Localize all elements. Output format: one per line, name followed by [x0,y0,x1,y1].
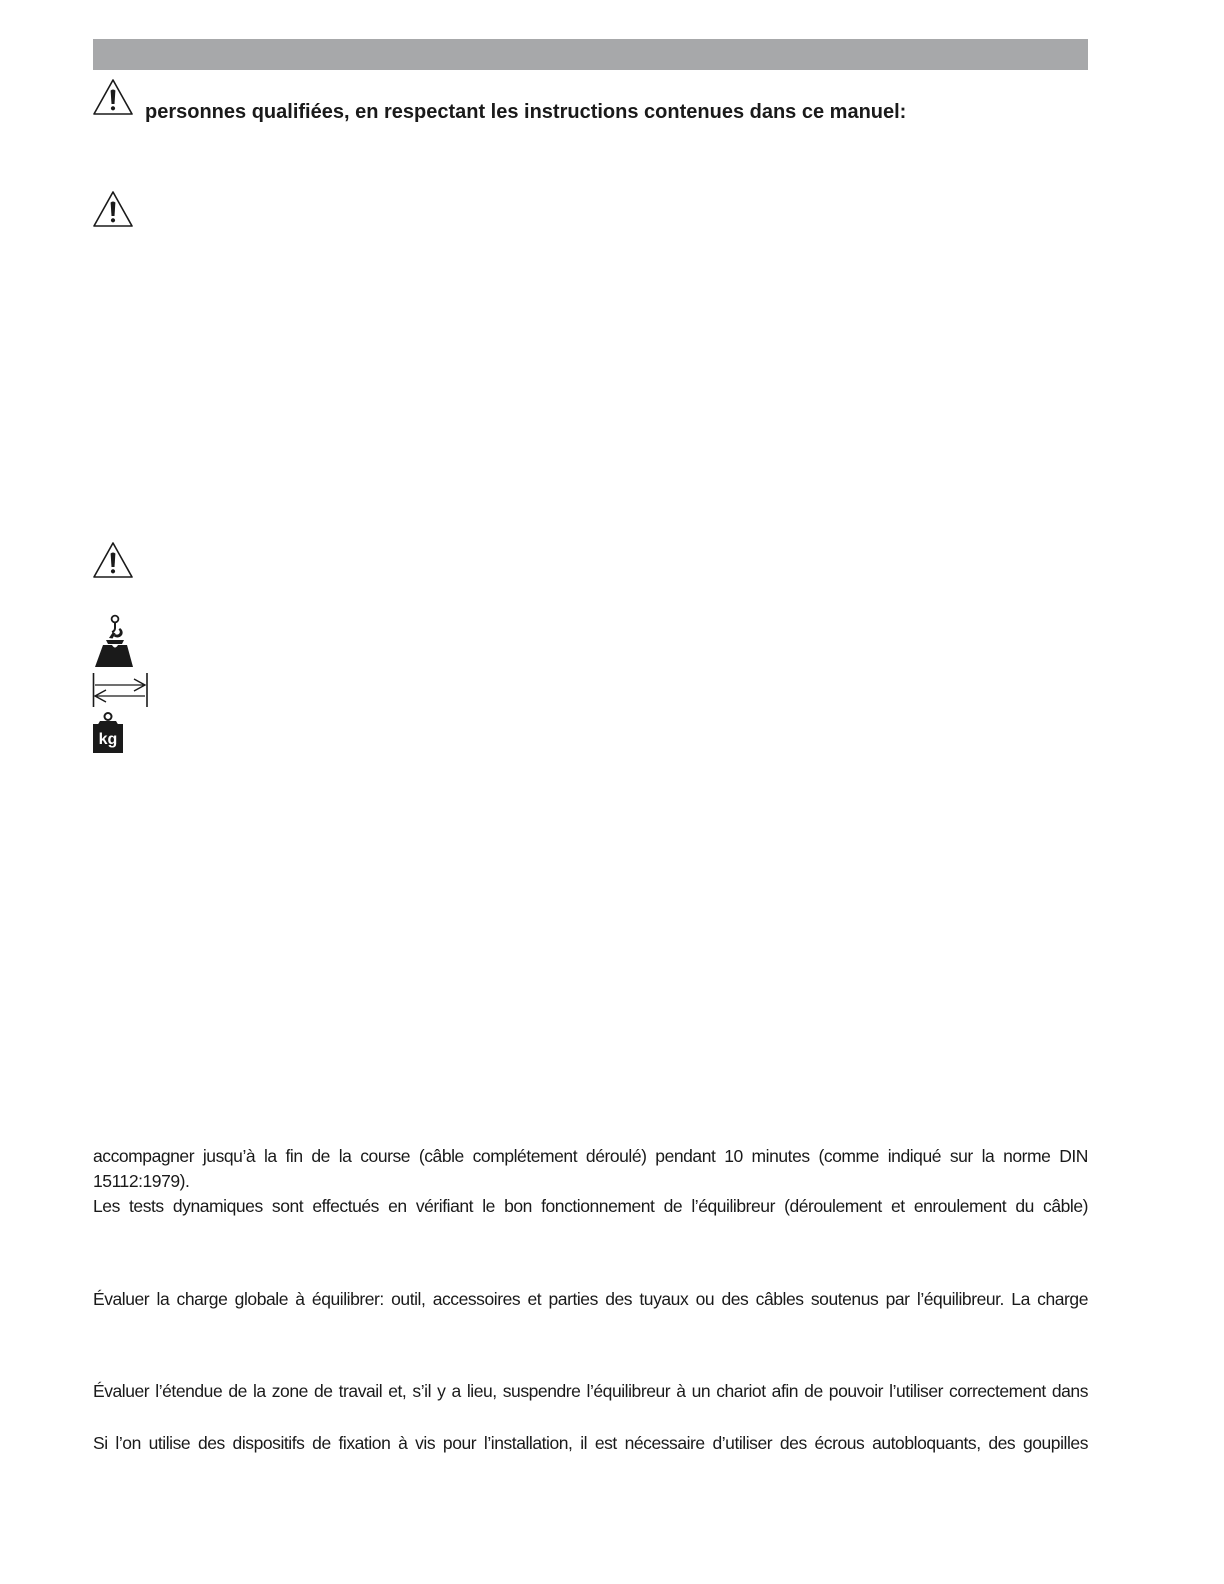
body-line: Évaluer l’étendue de la zone de travail et, s’il y a lieu, suspendre l’équilibreur à un chariot afin de pouvoir l’utiliser correctement dans [93,1381,1088,1401]
warning-triangle-icon [92,78,134,116]
intro-heading: personnes qualifiées, en respectant les instructions contenues dans ce manuel: [145,101,907,123]
warning-triangle-icon [92,541,134,579]
width-arrow-icon [92,672,150,708]
body-line: Les tests dynamiques sont effectués en vérifiant le bon fonctionnement de l’équilibreur (déroulement et enroulement du câble) [93,1196,1088,1216]
body-line: accompagner jusqu’à la fin de la course (câble complétement déroulé) pendant 10 minutes (comme indiqué sur la norme DIN [93,1146,1088,1166]
body-line: Évaluer la charge globale à équilibrer: outil, accessoires et parties des tuyaux ou des câbles soutenus par l’équilibreur. La charge [93,1289,1088,1309]
body-line: Si l’on utilise des dispositifs de fixation à vis pour l’installation, il est nécessaire d’utiliser des écrous autobloquants, des goupilles [93,1433,1088,1453]
weight-kg-label: kg [98,731,118,748]
hook-load-icon [92,614,138,668]
section-header-bar [93,39,1088,70]
body-line: 15112:1979). [93,1171,190,1191]
warning-triangle-icon [92,190,134,228]
weight-kg-icon [92,712,124,754]
